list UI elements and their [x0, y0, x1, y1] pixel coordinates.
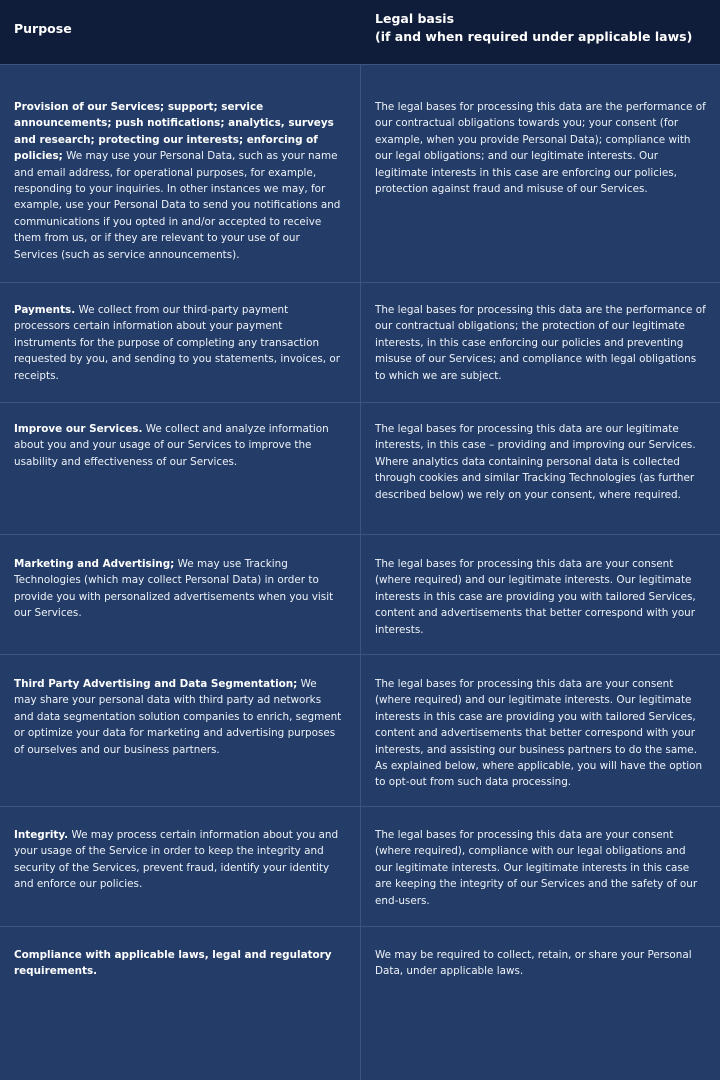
- legal-basis-header-subtitle: (if and when required under applicable laws): [375, 29, 693, 44]
- purpose-text: We may share your personal data with third party ad networks and data segmentation solution companies to enrich, segment or optimize your data for marketing and advertising purposes of ourselves and our business partners.: [14, 678, 342, 756]
- legal-basis-cell: The legal bases for processing this data are your consent (where required), compliance with our legal obligations and our legitimate interests. Our legitimate interests in this case are keeping the integrity of our Services and the safety of our end-users.: [375, 829, 698, 907]
- table-header: [0, 0, 720, 64]
- purpose-text: We may use your Personal Data, such as your name and email address, for operational purposes, for example, responding to your inquiries. In other instances we may, for example, use your Personal Data to send you notifications and communications if you opted in and/or accepted to receive them from us, or if they are relevant to your use of our Services (such as service announcements).: [14, 150, 341, 261]
- table-row: [0, 534, 720, 654]
- table-row: [0, 806, 720, 926]
- purpose-text: We collect from our third-party payment processors certain information about your payment instruments for the purpose of completing any transaction requested by you, and sending to you statements, invoices, or receipts.: [14, 304, 341, 382]
- purpose-title: Payments.: [14, 304, 76, 316]
- purpose-title: Improve our Services.: [14, 423, 143, 435]
- legal-basis-cell: The legal bases for processing this data are the performance of our contractual obligations; the protection of our legitimate interests, in this case enforcing our policies and preventing misuse of our Services; and compliance with legal obligations to which we are subject.: [375, 304, 706, 382]
- purpose-title: Integrity.: [14, 829, 69, 841]
- table-row: [0, 402, 720, 534]
- purpose-cell: [0, 283, 361, 402]
- purpose-title: Third Party Advertising and Data Segmentation;: [14, 678, 298, 690]
- table-row: [0, 654, 720, 806]
- purpose-cell: [0, 927, 361, 1080]
- purpose-cell: [0, 65, 361, 282]
- table-row: [0, 64, 720, 282]
- table-row: [0, 282, 720, 402]
- purpose-title: Marketing and Advertising;: [14, 558, 175, 570]
- purpose-column-header: Purpose: [14, 20, 72, 36]
- legal-basis-cell: The legal bases for processing this data are your consent (where required) and our legitimate interests. Our legitimate interests in this case are providing you with tailored Services, content and advertisements that better correspond with your interests.: [375, 558, 696, 636]
- legal-basis-header-title: Legal basis: [375, 11, 455, 26]
- legal-basis-cell: The legal bases for processing this data are the performance of our contractual obligations towards you; your consent (for example, when you provide Personal Data); compliance with our legal obligations; and our legitimate interests. Our legitimate interests in this case are enforcing our policies, protection against fraud and misuse of our Services.: [375, 101, 706, 196]
- purpose-text: We may process certain information about you and your usage of the Service in order to keep the integrity and security of the Services, prevent fraud, identify your identity and enforce our policies.: [14, 829, 339, 891]
- legal-basis-cell: We may be required to collect, retain, or share your Personal Data, under applicable laws.: [375, 949, 692, 978]
- purpose-cell: [0, 807, 361, 926]
- table-row: [0, 926, 720, 1080]
- legal-basis-cell: The legal bases for processing this data are our legitimate interests, in this case – providing and improving our Services. Where analytics data containing personal data is collected through cookies and similar Tracking Technologies (as further described below) we rely on your consent, where required.: [375, 423, 696, 501]
- purpose-title: Compliance with applicable laws, legal and regulatory requirements.: [14, 949, 332, 978]
- legal-basis-column-header: [361, 0, 720, 64]
- purpose-title: Provision of our Services; support; service announcements; push notifications; analytics, surveys and research; protecting our interests; enforcing of policies;: [14, 101, 334, 163]
- legal-basis-cell: The legal bases for processing this data are your consent (where required) and our legitimate interests. Our legitimate interests in this case are providing you with tailored Services, content and advertisements that better correspond with your interests, and assisting our business partners to do the same. As explained below, where applicable, you will have the option to opt-out from such data processing.: [375, 678, 703, 789]
- purpose-cell: [0, 535, 361, 654]
- purpose-cell: [0, 655, 361, 806]
- purpose-cell: [0, 403, 361, 534]
- purpose-text: We may use Tracking Technologies (which may collect Personal Data) in order to provide you with personalized advertisements when you visit our Services.: [14, 558, 334, 620]
- purpose-text: We collect and analyze information about you and your usage of our Services to improve the usability and effectiveness of our Services.: [14, 423, 329, 468]
